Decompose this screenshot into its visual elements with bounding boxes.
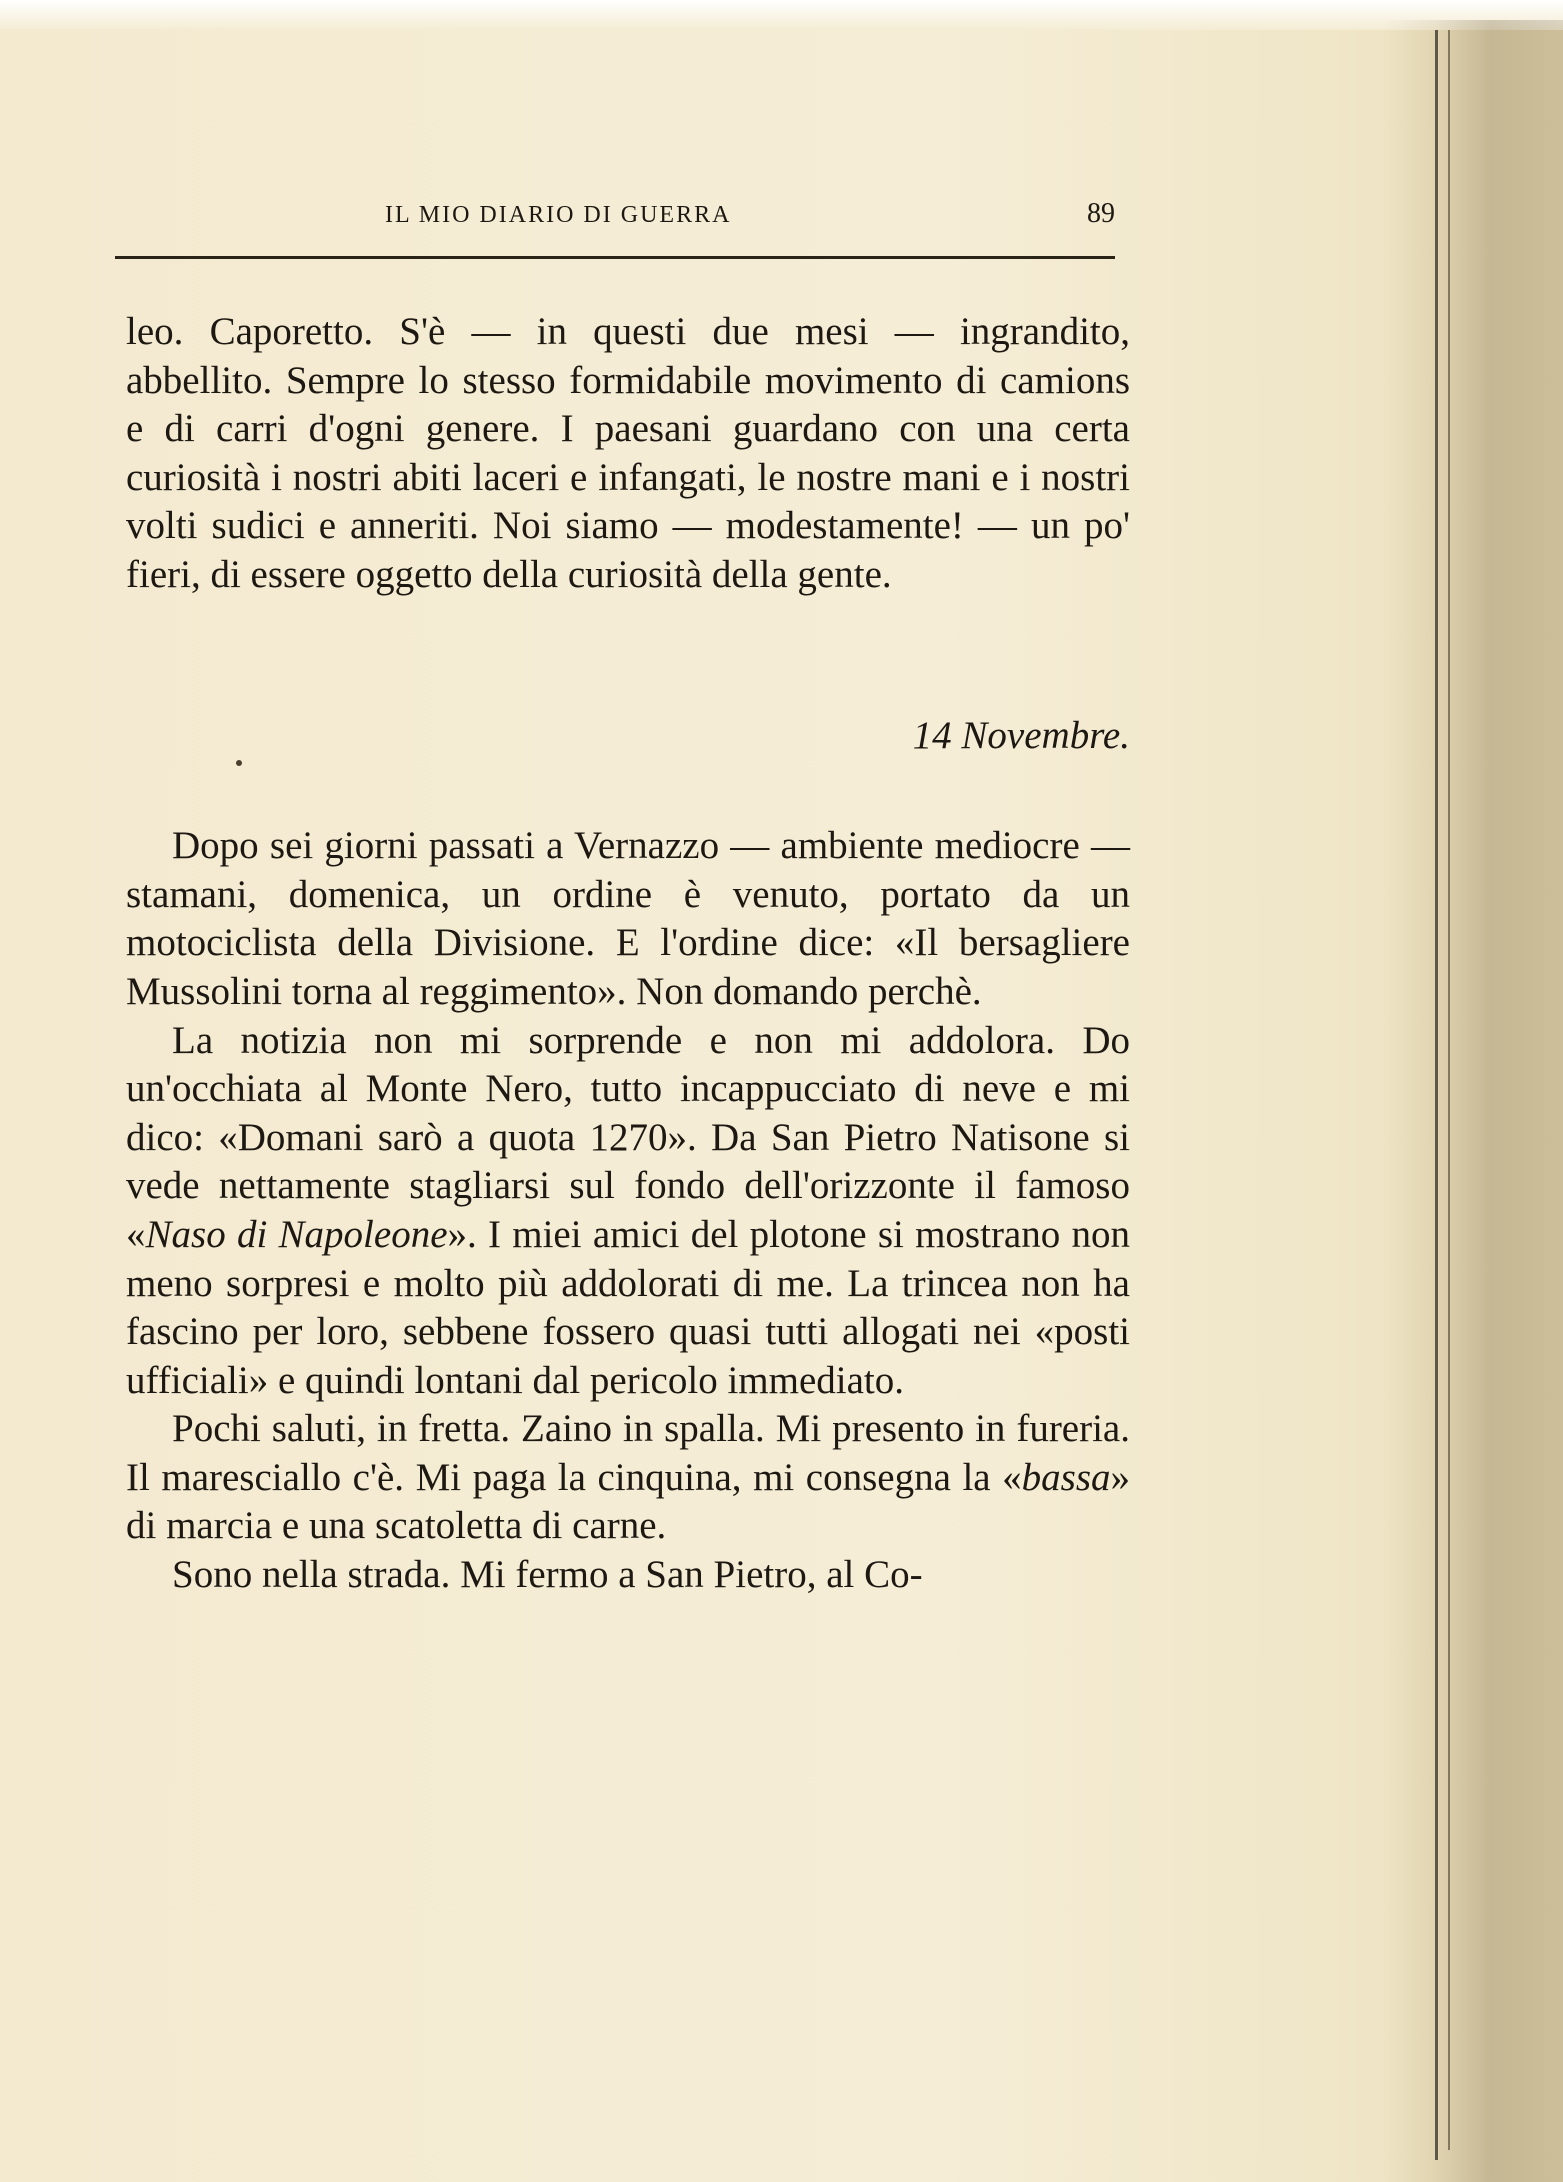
paragraph-4 <box>126 1405 1130 1551</box>
page-number: 89 <box>1087 198 1115 229</box>
page-binding-shadow <box>1383 20 1563 2182</box>
running-title: IL MIO DIARIO DI GUERRA <box>385 202 732 228</box>
diary-date: 14 Novembre. <box>912 713 1130 757</box>
page-body <box>126 308 1130 1600</box>
header-rule <box>115 256 1115 259</box>
paragraph-4-text-b: » di marcia e una scatoletta di carne. <box>126 1455 1130 1548</box>
paragraph-4-text-a: Pochi saluti, in fretta. Zaino in spalla. Mi presento in fureria. Il maresciallo c'è. Mi paga la cinquina, mi consegna la « <box>126 1407 1130 1499</box>
paragraph-3-text-b: ». I miei amici del plotone si mostrano non meno sorpresi e molto più addolorati di me. La trincea non ha fascino per loro, sebbene fossero quasi tutti allogati nei «posti ufficiali» e quindi lontani dal pericolo immediato. <box>126 1212 1130 1402</box>
running-header <box>385 196 1115 246</box>
paragraph-3-italic: Naso di Napoleone <box>145 1212 448 1256</box>
scan-top-edge <box>0 0 1563 30</box>
paragraph-2: Dopo sei giorni passati a Vernazzo — ambiente mediocre — stamani, domenica, un ordine è venuto, portato da un motociclista della Divisione. E l'ordine dice: «Il bersagliere Mussolini torna al reggimento». Non domando perchè. <box>126 824 1130 1013</box>
paragraph-3-text-a: La notizia non mi sorprende e non mi addolora. Do un'occhiata al Monte Nero, tutto incappucciato di neve e mi dico: «Domani sarò a quota 1270». Da San Pietro Natisone si vede nettamente stagliarsi sul fondo dell'orizzonte il famoso « <box>126 1018 1130 1256</box>
page-edge-line <box>1435 30 1438 2160</box>
paragraph-5: Sono nella strada. Mi fermo a San Pietro, al Co- <box>172 1553 923 1597</box>
page-edge-line <box>1448 30 1450 2150</box>
paragraph-1: leo. Caporetto. S'è — in questi due mesi — ingrandito, abbellito. Sempre lo stesso formidabile movimento di camions e di carri d'ogni genere. I paesani guardano con una certa curiosità i nostri abiti laceri e infangati, le nostre mani e i nostri volti sudici e anneriti. Noi siamo — modestamente! — un po' fieri, di essere oggetto della curiosità della gente. <box>126 310 1130 596</box>
paragraph-4-italic: bassa <box>1021 1455 1111 1499</box>
paragraph-3 <box>126 1017 1130 1406</box>
